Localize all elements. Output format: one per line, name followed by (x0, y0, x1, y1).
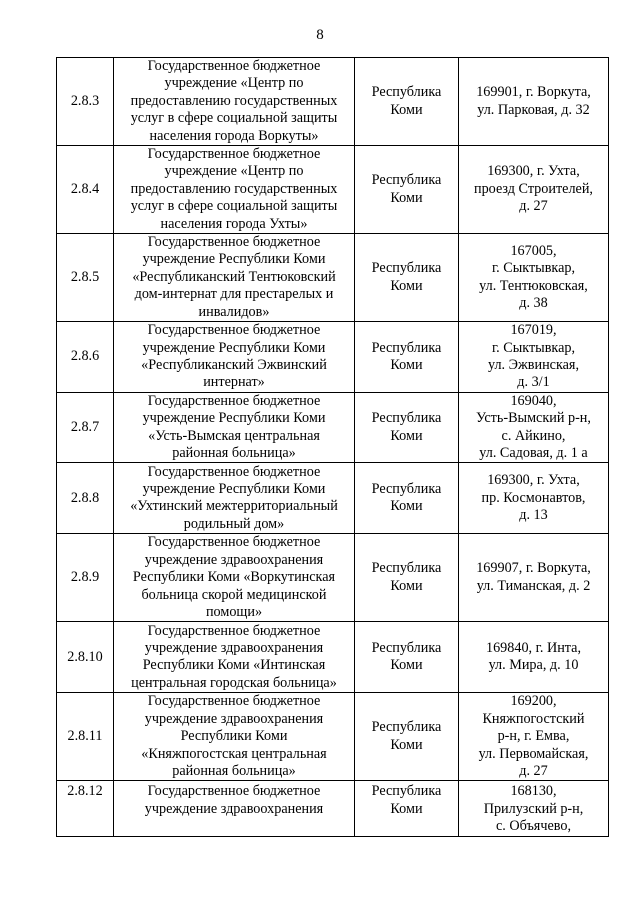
institution-name-text: Государственное бюджетное учреждение Республики Коми «Усть-Вымская центральная районная больница» (142, 392, 326, 461)
region-cell (355, 392, 459, 463)
address-cell (459, 58, 609, 146)
table-row (57, 622, 609, 693)
institution-name (114, 146, 355, 234)
institution-name (114, 693, 355, 781)
institution-name (114, 392, 355, 463)
address-cell (459, 322, 609, 393)
address-text: 167005, г. Сыктывкар, ул. Тентюковская, д. 38 (479, 242, 588, 311)
region-text: Республика Коми (371, 719, 442, 753)
region-text: Республика Коми (371, 260, 442, 294)
row-number: 2.8.12 (57, 781, 114, 836)
region-cell (355, 58, 459, 146)
table-row (57, 322, 609, 393)
row-number: 2.8.6 (57, 322, 114, 393)
table-row (57, 463, 609, 534)
region-cell (355, 463, 459, 534)
institution-name-text: Государственное бюджетное учреждение здравоохранения Республики Коми «Княжпогостская центральная районная больница» (141, 693, 327, 779)
institution-name (114, 781, 355, 836)
address-cell (459, 693, 609, 781)
page-number: 8 (316, 27, 324, 43)
institution-name (114, 234, 355, 322)
address-cell (459, 392, 609, 463)
institution-name-text: Государственное бюджетное учреждение Республики Коми «Республиканский Тентюковский дом-интернат для престарелых и инвалидов» (132, 234, 336, 320)
table-row (57, 534, 609, 622)
region-cell (355, 622, 459, 693)
institution-name (114, 322, 355, 393)
table-row (57, 234, 609, 322)
row-number: 2.8.9 (57, 534, 114, 622)
row-number: 2.8.4 (57, 146, 114, 234)
row-number: 2.8.3 (57, 58, 114, 146)
region-text: Республика Коми (371, 410, 442, 444)
table-row (57, 58, 609, 146)
institution-name (114, 622, 355, 693)
address-text: 169300, г. Ухта, пр. Космонавтов, д. 13 (481, 472, 586, 524)
institutions-table (56, 57, 609, 837)
institution-name-text: Государственное бюджетное учреждение «Центр по предоставлению государственных услуг в сфере социальной защиты населения города Воркуты» (130, 58, 338, 144)
region-cell (355, 534, 459, 622)
region-text: Республика Коми (371, 172, 442, 206)
region-text: Республика Коми (371, 560, 442, 594)
institution-name (114, 534, 355, 622)
region-text: Республика Коми (371, 84, 442, 118)
address-text: 169907, г. Воркута, ул. Тиманская, д. 2 (476, 560, 591, 594)
row-number: 2.8.5 (57, 234, 114, 322)
region-text: Республика Коми (371, 783, 442, 817)
row-number: 2.8.7 (57, 392, 114, 463)
table-row (57, 146, 609, 234)
address-cell (459, 781, 609, 836)
region-text: Республика Коми (371, 639, 442, 674)
address-text: 169040, Усть-Вымский р-н, с. Айкино, ул. Садовая, д. 1 а (476, 392, 591, 461)
row-number: 2.8.11 (57, 693, 114, 781)
row-number: 2.8.10 (57, 622, 114, 693)
region-cell (355, 146, 459, 234)
address-cell (459, 534, 609, 622)
address-cell (459, 234, 609, 322)
address-cell (459, 463, 609, 534)
address-text: 169840, г. Инта, ул. Мира, д. 10 (485, 639, 582, 674)
table-row (57, 781, 609, 836)
region-cell (355, 234, 459, 322)
address-text: 167019, г. Сыктывкар, ул. Эжвинская, д. 3/1 (487, 322, 580, 391)
row-number: 2.8.8 (57, 463, 114, 534)
address-text: 169200, Княжпогостский р-н, г. Емва, ул. Первомайская, д. 27 (478, 693, 589, 779)
address-cell (459, 146, 609, 234)
region-text: Республика Коми (371, 339, 442, 373)
institution-name (114, 58, 355, 146)
institution-name-text: Государственное бюджетное учреждение здравоохранения (144, 783, 324, 817)
institution-name-text: Государственное бюджетное учреждение Республики Коми «Республиканский Эжвинский интернат» (141, 322, 327, 391)
institution-name-text: Государственное бюджетное учреждение «Центр по предоставлению государственных услуг в сфере социальной защиты населения города Ухты» (130, 146, 338, 232)
address-cell (459, 622, 609, 693)
table-row (57, 693, 609, 781)
address-text: 169901, г. Воркута, ул. Парковая, д. 32 (476, 84, 591, 118)
institution-name-text: Государственное бюджетное учреждение здравоохранения Республики Коми «Воркутинская больница скорой медицинской помощи» (132, 534, 336, 620)
region-cell (355, 322, 459, 393)
address-text: 168130, Прилузский р-н, с. Объячево, (483, 783, 584, 835)
institution-name-text: Государственное бюджетное учреждение здравоохранения Республики Коми «Интинская центральная городская больница» (131, 622, 337, 691)
region-text: Республика Коми (371, 480, 442, 515)
institution-name-text: Государственное бюджетное учреждение Республики Коми «Ухтинский межтерриториальный родильный дом» (130, 463, 338, 532)
institution-name (114, 463, 355, 534)
address-text: 169300, г. Ухта, проезд Строителей, д. 27 (474, 163, 593, 215)
region-cell (355, 781, 459, 836)
table-row (57, 392, 609, 463)
region-cell (355, 693, 459, 781)
